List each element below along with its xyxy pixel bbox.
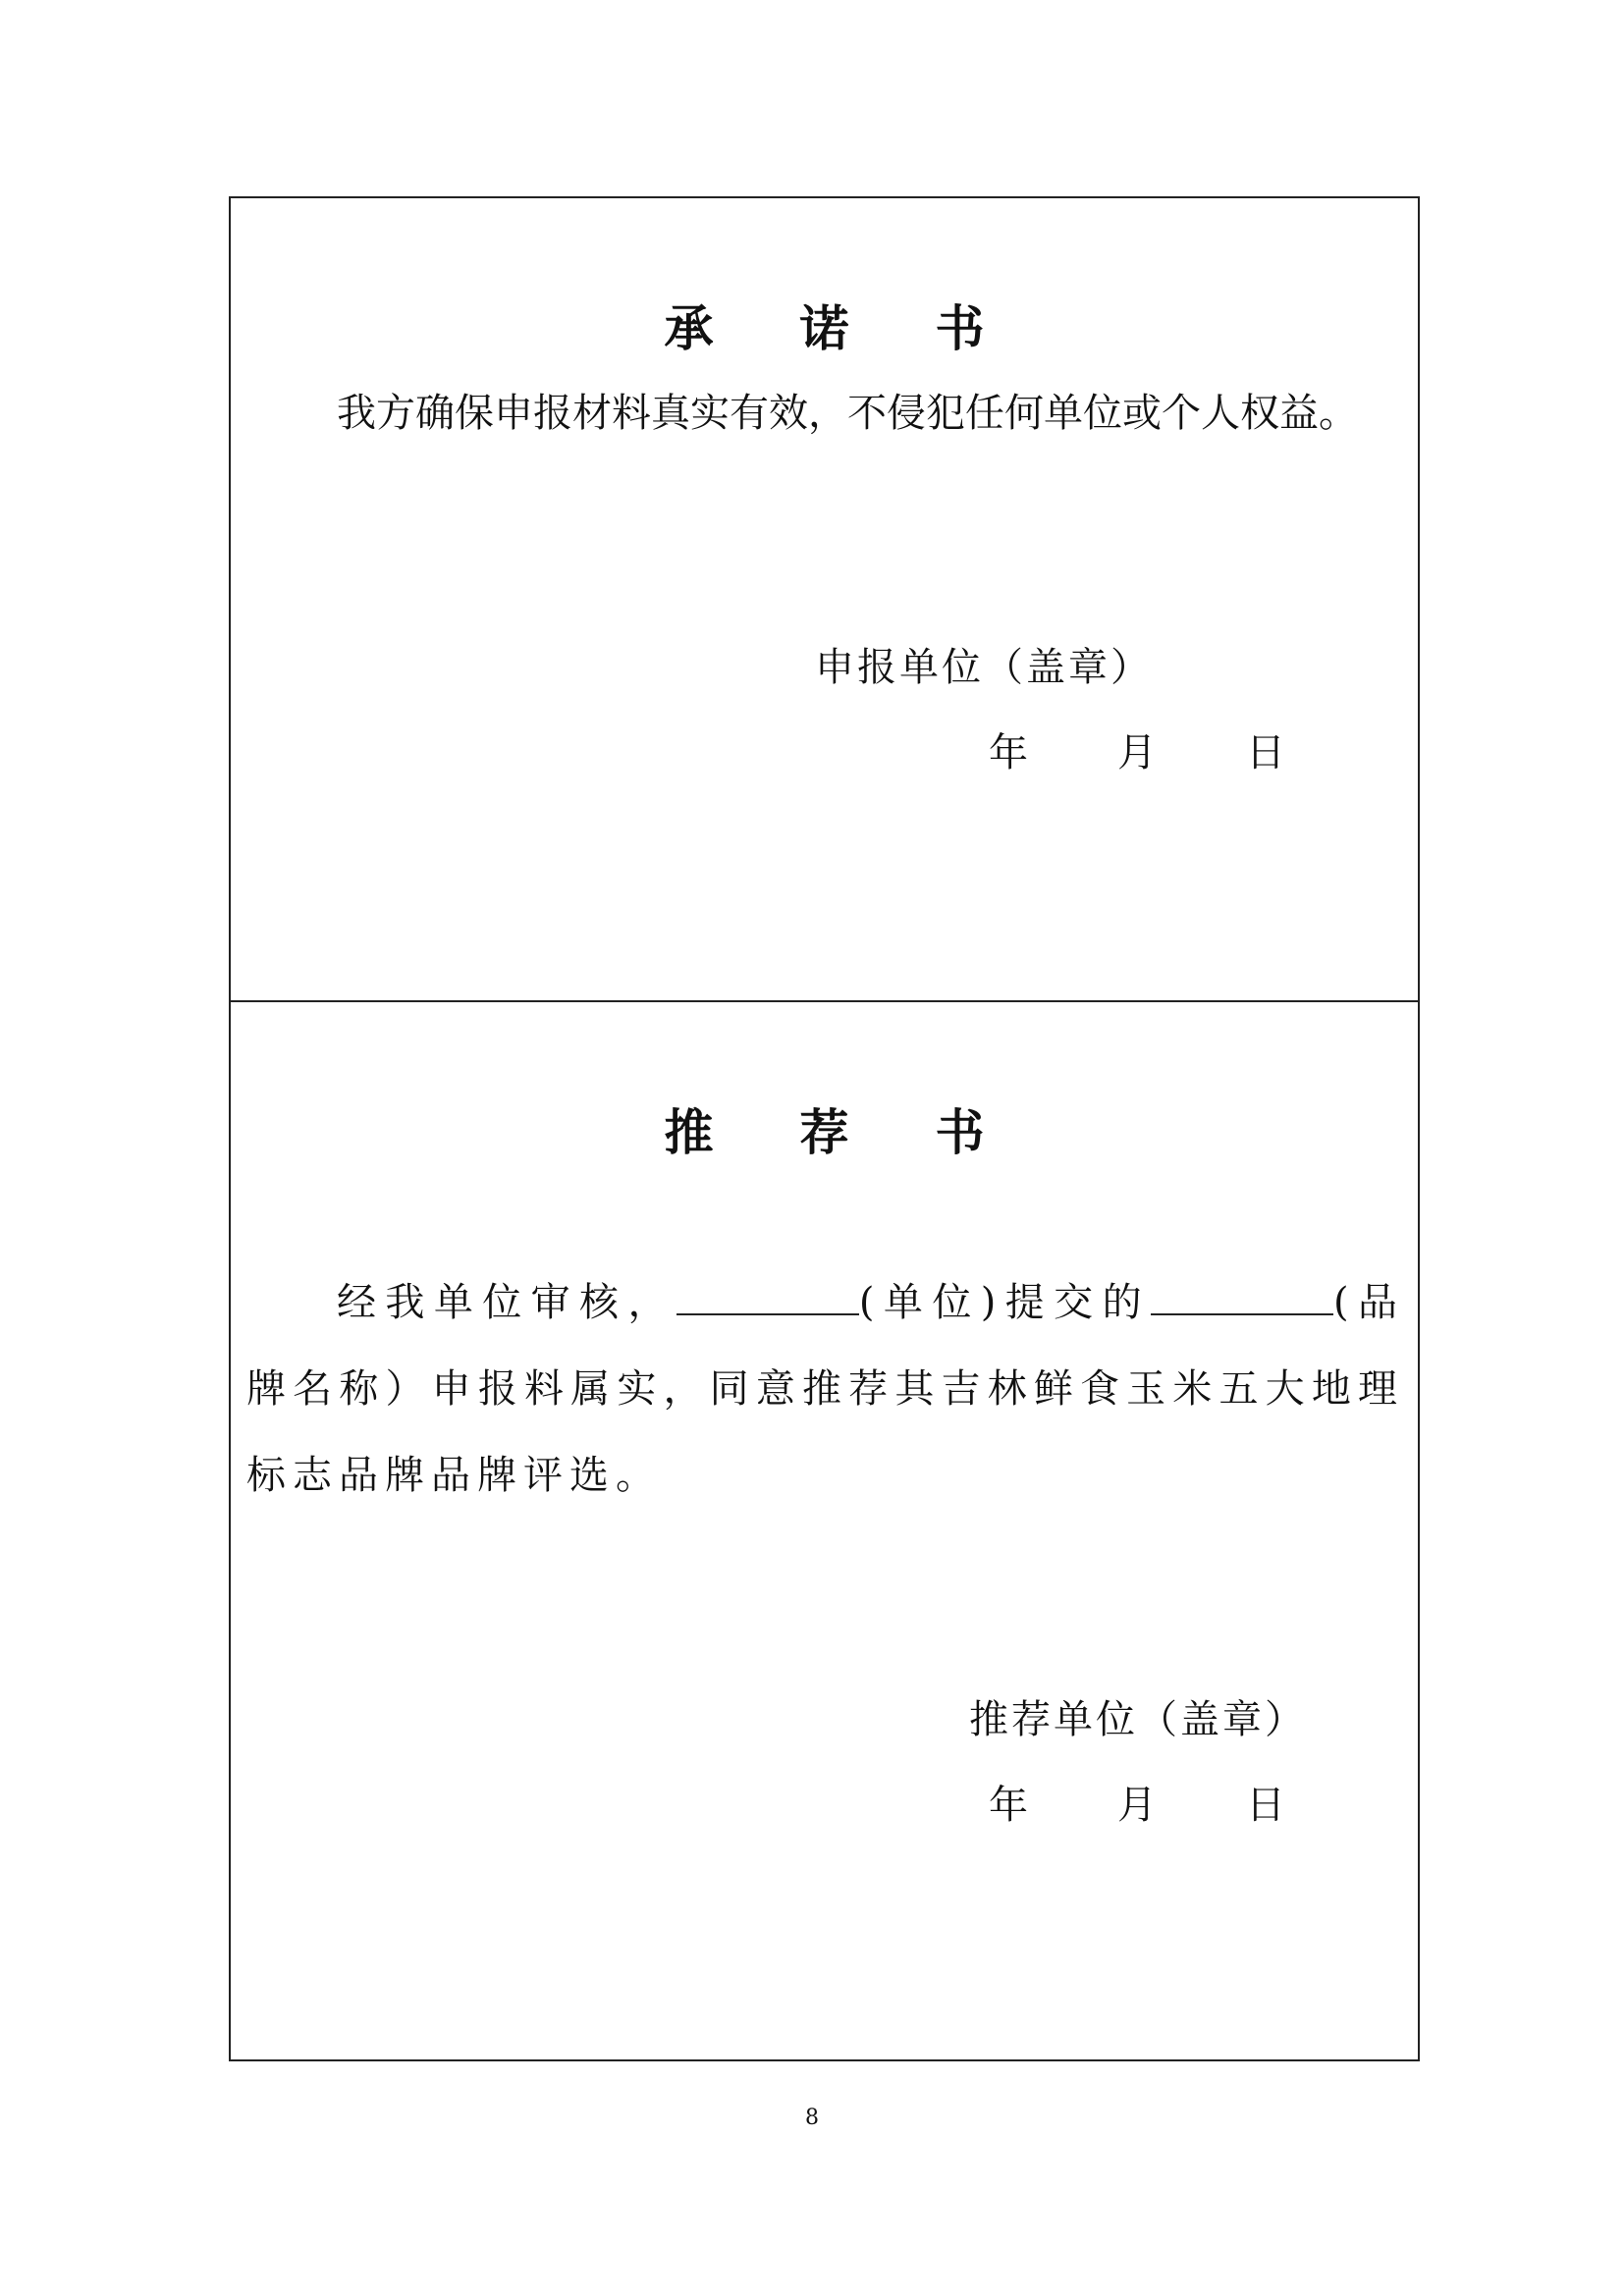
form-frame <box>229 196 1420 2061</box>
brand-blank-line <box>1151 1278 1333 1315</box>
recommendation-date-year: 年 <box>989 1783 1028 1828</box>
section-divider <box>231 1000 1418 1002</box>
recommendation-body-part2: (单位)提交的 <box>858 1280 1151 1325</box>
commitment-date <box>989 728 1342 777</box>
recommendation-body-part1: 经我单位审核， <box>337 1280 677 1325</box>
commitment-signature: 申报单位（盖章） <box>815 645 1153 690</box>
recommendation-body-part3: (品牌名称）申报料属实，同意推荐其吉林鲜食玉米五大地理标志品牌品牌评选。 <box>246 1280 1405 1498</box>
commitment-body: 我方确保申报材料真实有效，不侵犯任何单位或个人权益。 <box>337 391 1358 436</box>
recommendation-date-day: 日 <box>1246 1783 1285 1828</box>
commitment-date-year: 年 <box>989 730 1028 775</box>
page-number: 8 <box>805 2106 819 2130</box>
commitment-date-month: 月 <box>1117 730 1157 775</box>
commitment-date-day: 日 <box>1246 730 1285 775</box>
unit-blank-line <box>677 1278 859 1315</box>
recommendation-date-month: 月 <box>1117 1783 1157 1828</box>
recommendation-signature: 推荐单位（盖章） <box>969 1697 1307 1742</box>
recommendation-date <box>989 1781 1342 1830</box>
commitment-title: 承诺书 <box>664 299 1071 357</box>
recommendation-body <box>246 1259 1404 1519</box>
recommendation-title: 推荐书 <box>664 1103 1071 1161</box>
